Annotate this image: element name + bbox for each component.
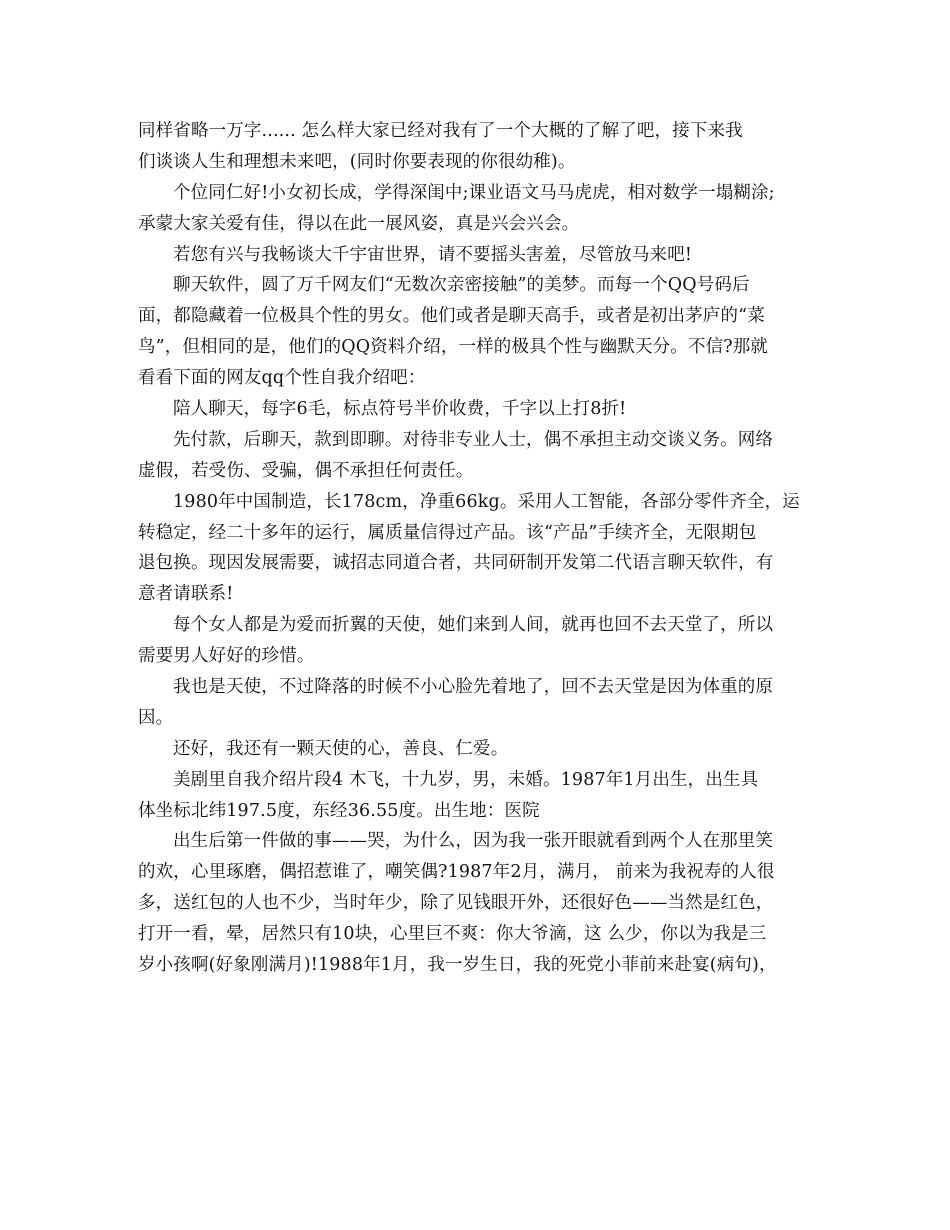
text-line: 若您有兴与我畅谈大千宇宙世界，请不要摇头害羞，尽管放马来吧! (173, 244, 693, 265)
text-line: 每个女人都是为爱而折翼的天使，她们来到人间，就再也回不去天堂了，所以 (173, 615, 774, 636)
text-line: 岁小孩啊(好象刚满月)!1988年1月，我一岁生日，我的死党小菲前来赴宴(病句)， (138, 955, 777, 976)
text-line: 们谈谈人生和理想未来吧，(同时你要表现的你很幼稚)。 (138, 151, 576, 172)
text-line: 出生后第一件做的事——哭，为什么，因为我一张开眼就看到两个人在那里笑 (173, 831, 774, 852)
text-line: 看看下面的网友qq个性自我介绍吧： (138, 368, 426, 389)
text-line: 意者请联系! (138, 584, 234, 605)
text-line: 先付款，后聊天，款到即聊。对待非专业人士，偶不承担主动交谈义务。网络 (173, 429, 774, 450)
text-line: 虚假，若受伤、受骗，偶不承担任何责任。 (138, 460, 474, 481)
text-line: 陪人聊天，每字6毛，标点符号半价收费，千字以上打8折! (173, 399, 627, 420)
text-line: 退包换。现因发展需要，诚招志同道合者，共同研制开发第二代语言聊天软件，有 (138, 553, 774, 574)
text-line: 需要男人好好的珍惜。 (138, 646, 315, 667)
text-line: 转稳定，经二十多年的运行，属质量信得过产品。该“产品”手续齐全，无限期包 (138, 522, 757, 543)
text-line: 面，都隐藏着一位极具个性的男女。他们或者是聊天高手，或者是初出茅庐的“菜 (138, 306, 765, 327)
text-line: 体坐标北纬197.5度，东经36.55度。出生地：医院 (138, 800, 540, 821)
text-line: 还好，我还有一颗天使的心，善良、仁爱。 (173, 738, 509, 759)
text-line: 打开一看，晕，居然只有10块，心里巨不爽：你大爷滴，这 么少，你以为我是三 (138, 924, 767, 945)
text-line: 1980年中国制造，长178cm，净重66kg。采用人工智能，各部分零件齐全，运 (173, 491, 800, 512)
text-line: 因。 (138, 707, 174, 728)
text-line: 个位同仁好!小女初长成，学得深闺中;课业语文马马虎虎，相对数学一塌糊涂; (173, 182, 775, 203)
document-page (138, 116, 816, 981)
text-line: 的欢，心里琢磨，偶招惹谁了，嘲笑偶?1987年2月，满月， 前来为我祝寿的人很 (138, 862, 775, 883)
text-line: 多，送红包的人也不少，当时年少，除了见钱眼开外，还很好色——当然是红色， (138, 893, 774, 914)
text-line: 聊天软件，圆了万千网友们“无数次亲密接触”的美梦。而每一个QQ号码后 (173, 275, 750, 296)
text-line: 鸟”，但相同的是，他们的QQ资料介绍，一样的极具个性与幽默天分。不信?那就 (138, 337, 769, 358)
text-line: 我也是天使，不过降落的时候不小心脸先着地了，回不去天堂是因为体重的原 (173, 677, 774, 698)
text-line: 承蒙大家关爱有佳，得以在此一展风姿，真是兴会兴会。 (138, 213, 580, 234)
text-line: 同样省略一万字...... 怎么样大家已经对我有了一个大概的了解了吧，接下来我 (138, 121, 743, 141)
text-line: 美剧里自我介绍片段4 木飞，十九岁，男，未婚。1987年1月出生，出生具 (173, 769, 759, 790)
